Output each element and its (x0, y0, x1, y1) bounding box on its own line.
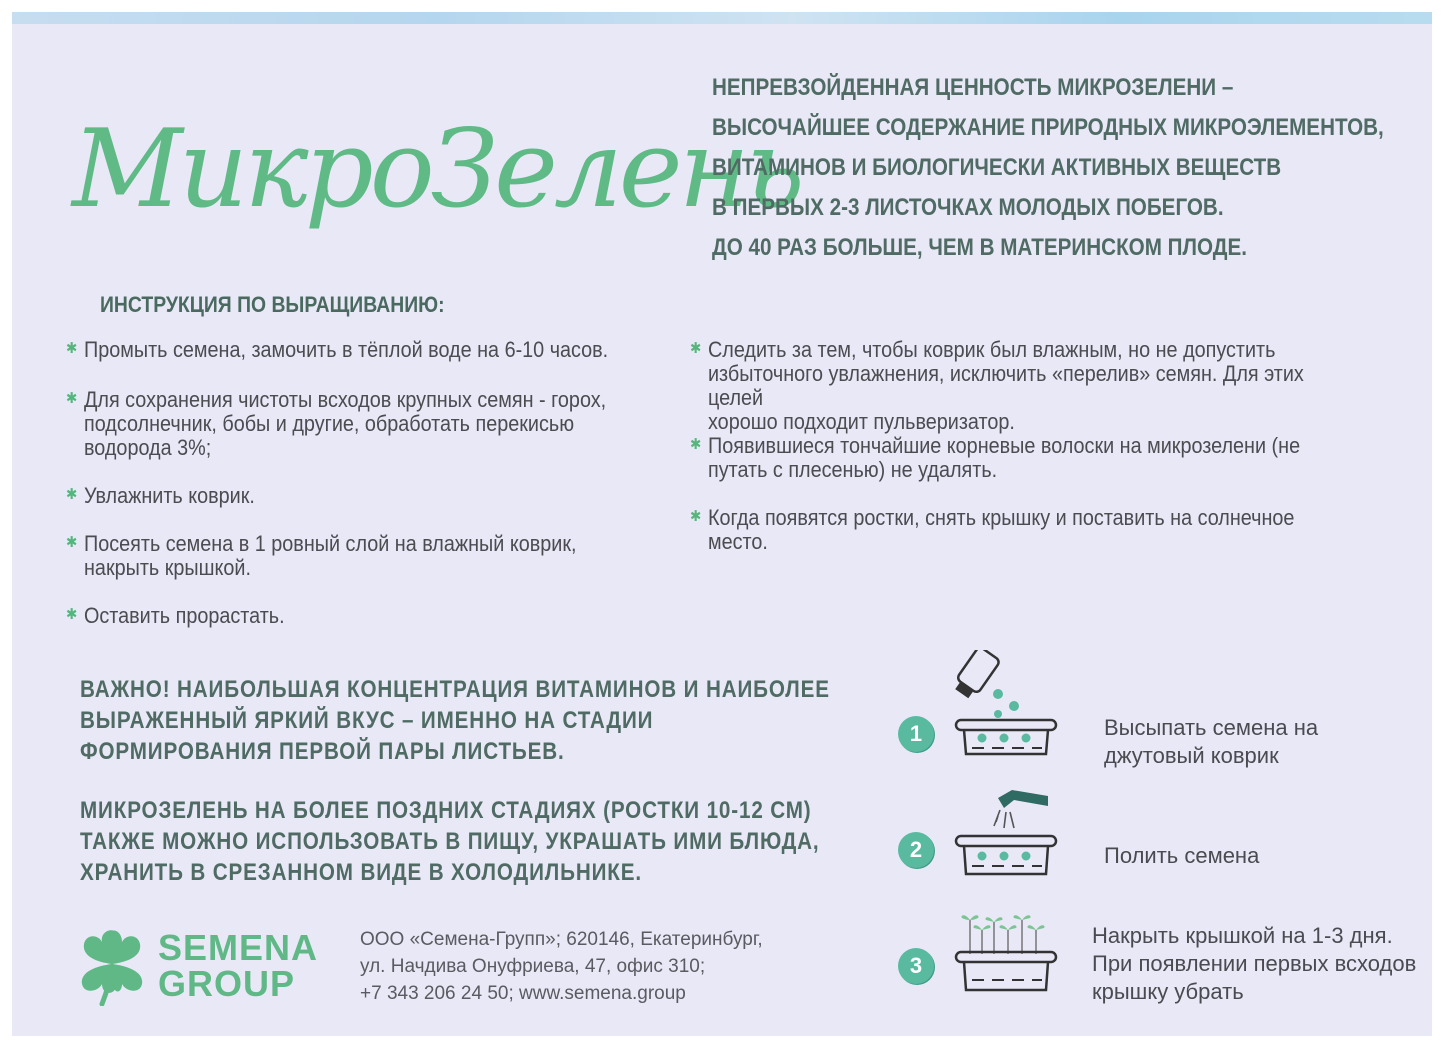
list-item: ✱ Увлажнить коврик. (66, 483, 255, 508)
intro-line: НЕПРЕВЗОЙДЕННАЯ ЦЕННОСТЬ МИКРОЗЕЛЕНИ – (712, 74, 1234, 101)
clover-icon: ✱ (690, 340, 702, 357)
step-number-badge: 2 (898, 832, 934, 868)
important-notes (80, 674, 830, 888)
list-item: ✱ Следить за тем, чтобы коврик был влажным, но не допустить избыточного увлажнения, исключить «перелив» семян. Для этих целей хорошо подходит пульверизатор. (690, 337, 1304, 434)
step-label: Высыпать семена на джутовый коврик (1104, 715, 1319, 768)
clover-icon: ✱ (66, 486, 78, 503)
important-line: ТАКЖЕ МОЖНО ИСПОЛЬЗОВАТЬ В ПИЩУ, УКРАШАТЬ ИМИ БЛЮДА, (80, 828, 820, 855)
instructions-heading: ИНСТРУКЦИЯ ПО ВЫРАЩИВАНИЮ: (100, 292, 445, 317)
list-item: ✱ Появившиеся тончайшие корневые волоски на микрозелени (не путать с плесенью) не удалять. (690, 433, 1301, 482)
step-3 (898, 910, 1432, 1020)
product-title: МикроЗелень (72, 107, 801, 232)
company-address (360, 926, 763, 1007)
clover-icon: ✱ (66, 340, 78, 357)
brand-name: SEMENA GROUP (158, 927, 319, 1004)
step-label: Накрыть крышкой на 1-3 дня. При появлении первых всходов крышку убрать (1092, 923, 1417, 1004)
address-line: ул. Начдива Онуфриева, 47, офис 310; (360, 956, 706, 977)
instruction-card (12, 12, 1432, 1036)
step-1 (898, 642, 1432, 768)
intro-line: ДО 40 РАЗ БОЛЬШЕ, ЧЕМ В МАТЕРИНСКОМ ПЛОДЕ. (712, 234, 1247, 261)
list-item: ✱ Посеять семена в 1 ровный слой на влажный коврик, накрыть крышкой. (66, 531, 577, 580)
intro-text (712, 68, 1384, 268)
semena-group-logo (76, 926, 346, 1006)
address-line: +7 343 206 24 50; www.semena.group (360, 983, 686, 1004)
bottle-pour-seeds-icon (952, 650, 1062, 756)
clover-icon: ✱ (66, 534, 78, 551)
intro-line: В ПЕРВЫХ 2-3 ЛИСТОЧКАХ МОЛОДЫХ ПОБЕГОВ. (712, 194, 1224, 221)
list-item: ✱ Промыть семена, замочить в тёплой воде на 6-10 часов. (66, 337, 609, 362)
important-line: ФОРМИРОВАНИЯ ПЕРВОЙ ПАРЫ ЛИСТЬЕВ. (80, 738, 565, 765)
clover-icon: ✱ (690, 436, 702, 453)
top-decorative-strip (12, 12, 1432, 24)
step-label: Полить семена (1104, 843, 1260, 868)
clover-icon: ✱ (66, 390, 78, 407)
sprouts-tray-icon (952, 910, 1062, 996)
step-number-badge: 3 (898, 948, 934, 984)
clover-icon: ✱ (66, 606, 78, 623)
watering-tray-icon (952, 786, 1062, 882)
clover-icon (76, 926, 148, 1006)
list-item: ✱ Оставить прорастать. (66, 603, 285, 628)
list-item: ✱ Когда появятся ростки, снять крышку и поставить на солнечное место. (690, 505, 1295, 554)
important-line: ВЫРАЖЕННЫЙ ЯРКИЙ ВКУС – ИМЕННО НА СТАДИИ (80, 707, 654, 734)
important-line: ВАЖНО! НАИБОЛЬШАЯ КОНЦЕНТРАЦИЯ ВИТАМИНОВ И НАИБОЛЕЕ (80, 676, 830, 703)
step-2 (898, 786, 1432, 896)
step-number-badge: 1 (898, 716, 934, 752)
intro-line: ВИТАМИНОВ И БИОЛОГИЧЕСКИ АКТИВНЫХ ВЕЩЕСТВ (712, 154, 1282, 181)
address-line: ООО «Семена-Групп»; 620146, Екатеринбург, (360, 929, 763, 950)
clover-icon: ✱ (690, 508, 702, 525)
list-item: ✱ Для сохранения чистоты всходов крупных семян - горох, подсолнечник, бобы и другие, обработать перекисью водорода 3%; (66, 387, 607, 460)
intro-line: ВЫСОЧАЙШЕЕ СОДЕРЖАНИЕ ПРИРОДНЫХ МИКРОЭЛЕМЕНТОВ, (712, 114, 1384, 141)
important-line: МИКРОЗЕЛЕНЬ НА БОЛЕЕ ПОЗДНИХ СТАДИЯХ (РОСТКИ 10-12 СМ) (80, 797, 812, 824)
important-line: ХРАНИТЬ В СРЕЗАННОМ ВИДЕ В ХОЛОДИЛЬНИКЕ. (80, 859, 642, 886)
